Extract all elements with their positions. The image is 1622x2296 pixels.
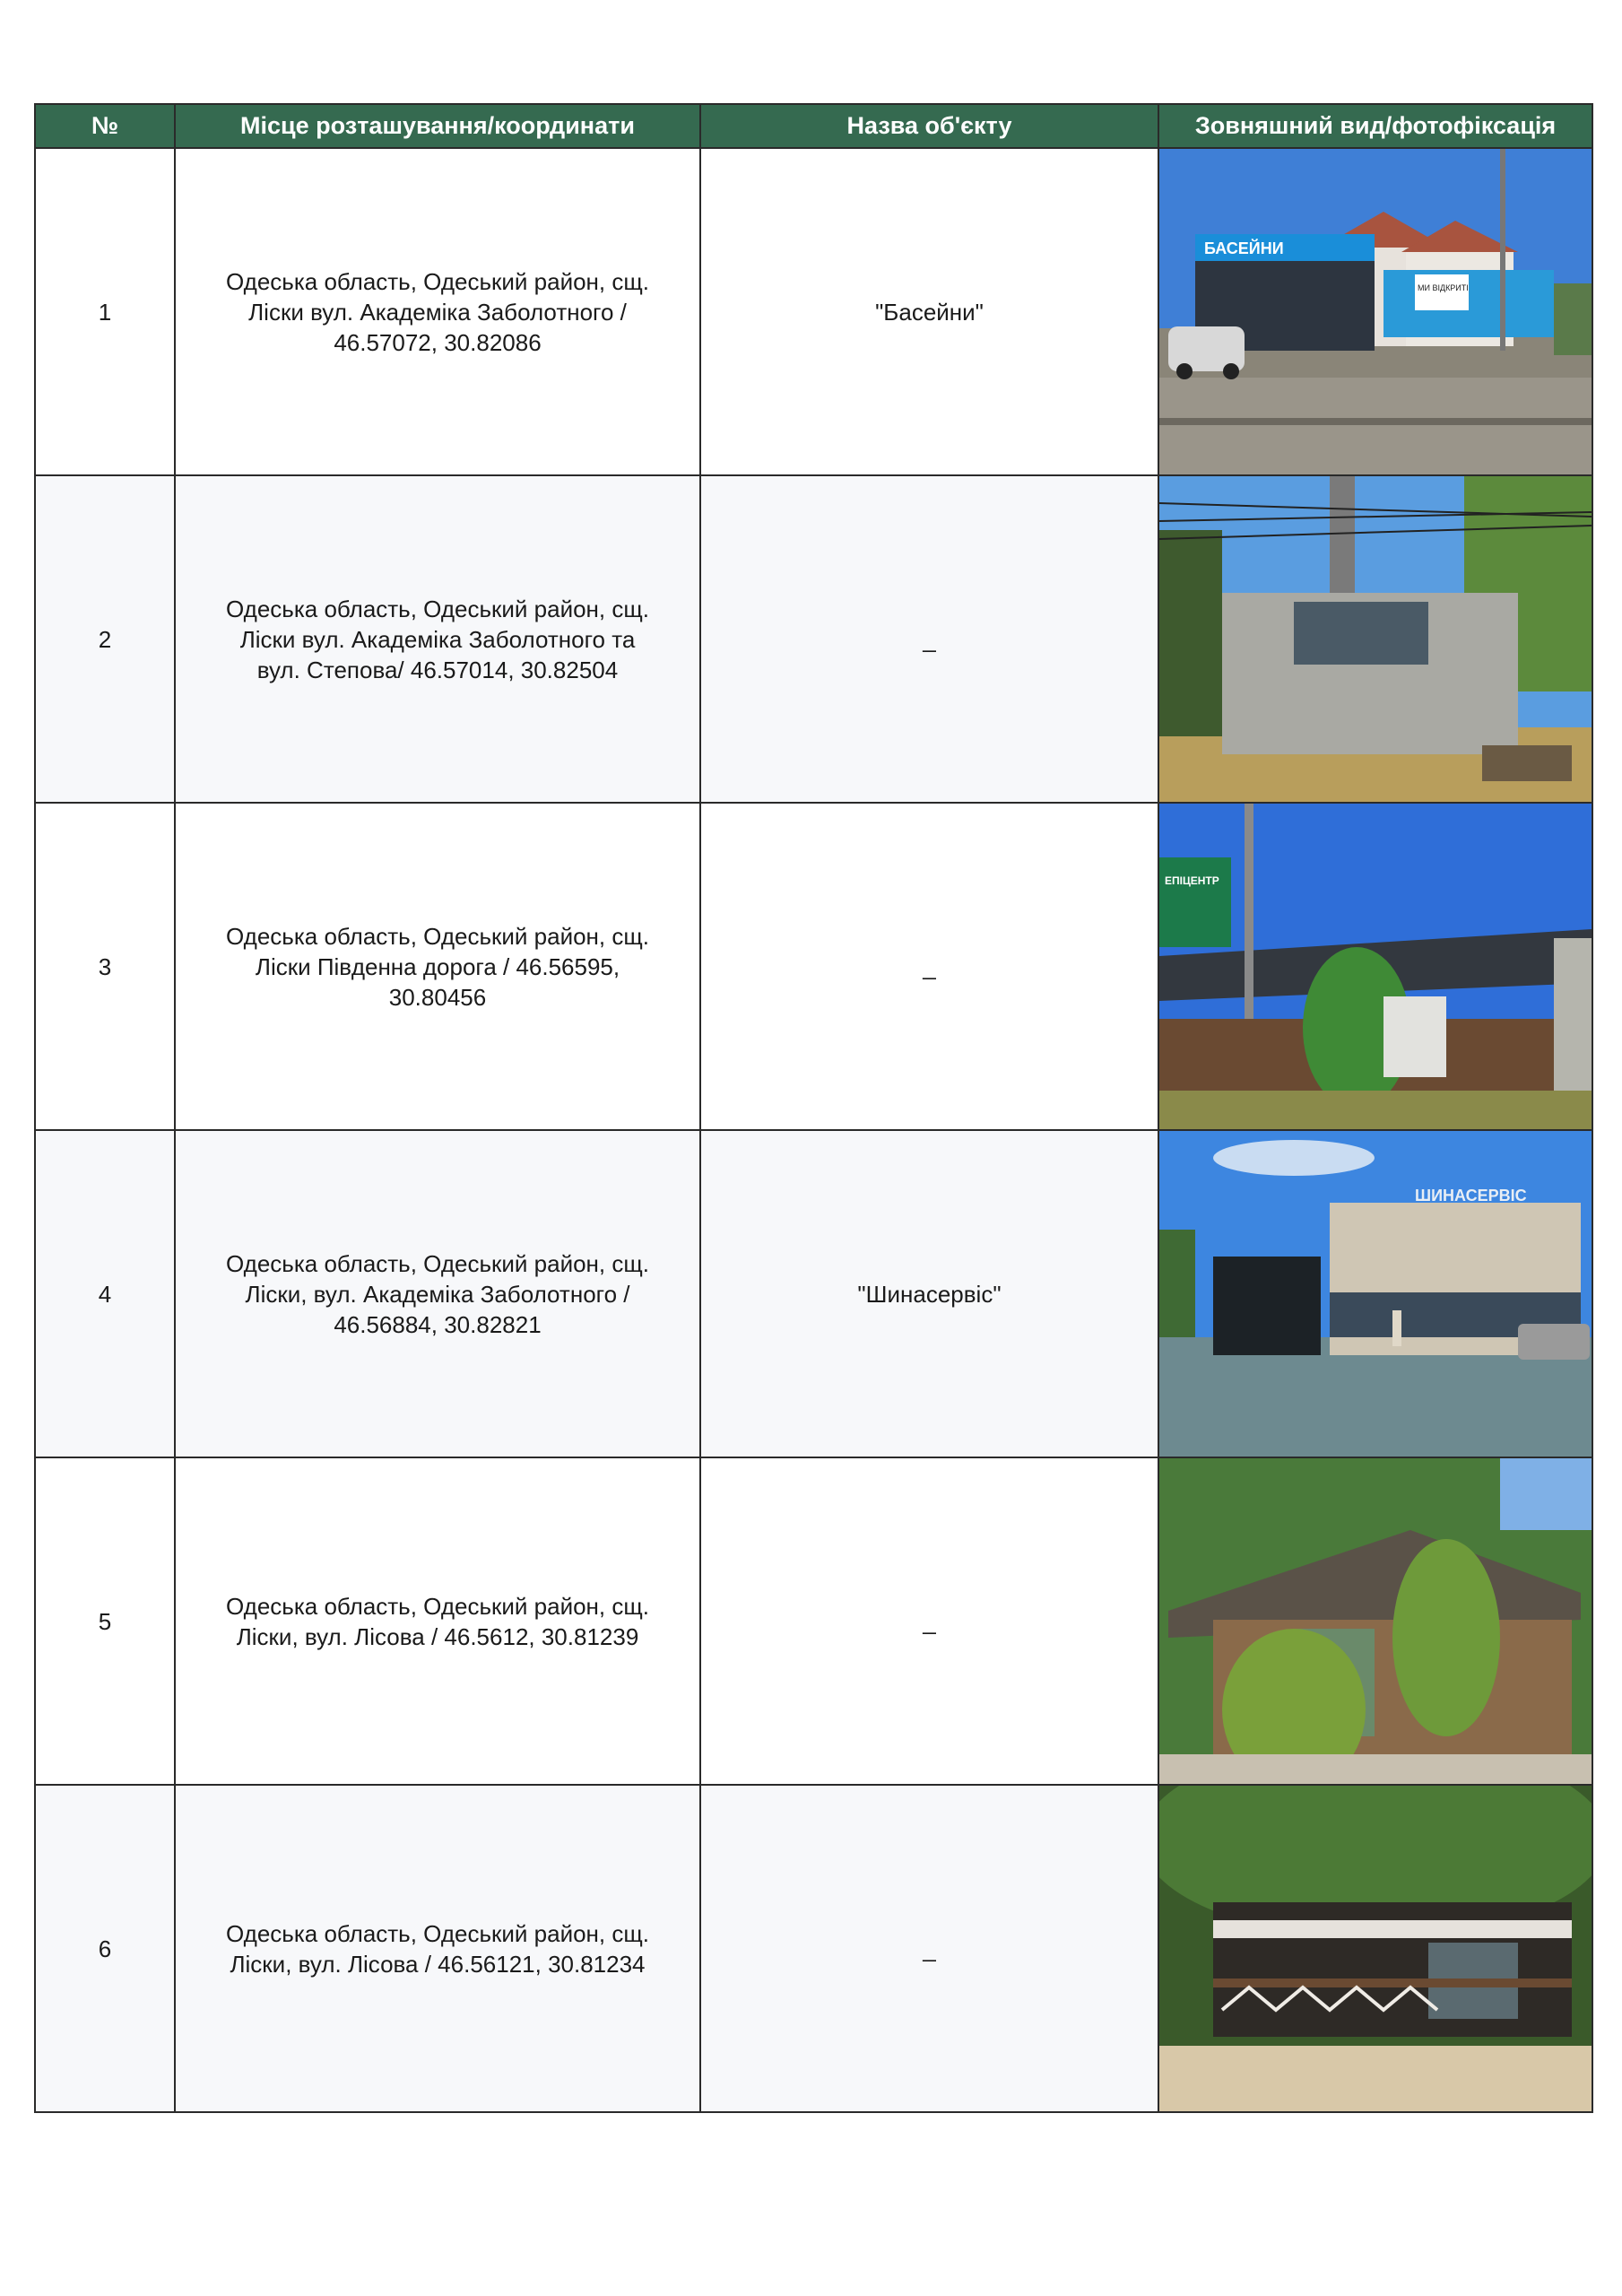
row-location — [175, 1130, 700, 1457]
row-number: 5 — [35, 1457, 175, 1785]
header-location: Місце розташування/координати — [175, 104, 700, 148]
photo-billboard-text: ЕПІЦЕНТР — [1165, 874, 1219, 887]
table-row — [35, 803, 1592, 1130]
row-object-name: "Басейни" — [700, 148, 1158, 475]
table-row — [35, 1785, 1592, 2112]
row-object-name: _ — [700, 1457, 1158, 1785]
table-row — [35, 1130, 1592, 1457]
location-line: Ліски Південна дорога / 46.56595, — [255, 952, 620, 980]
row-number: 1 — [35, 148, 175, 475]
row-location — [175, 1785, 700, 2112]
header-name: Назва об'єкту — [700, 104, 1158, 148]
location-line: Ліски, вул. Лісова / 46.5612, 30.81239 — [236, 1622, 639, 1650]
table-row — [35, 475, 1592, 803]
location-line: вул. Степова/ 46.57014, 30.82504 — [256, 656, 619, 683]
photo-demolition-site — [1159, 804, 1592, 1129]
table-header-row — [35, 104, 1592, 148]
objects-table-container — [34, 103, 1592, 2113]
table-row — [35, 1457, 1592, 1785]
location-line: Одеська область, Одеський район, сщ. — [226, 922, 649, 950]
row-number: 6 — [35, 1785, 175, 2112]
objects-table — [34, 103, 1593, 2113]
location-line: Одеська область, Одеський район, сщ. — [226, 267, 649, 295]
row-number: 4 — [35, 1130, 175, 1457]
location-line: Одеська область, Одеський район, сщ. — [226, 1249, 649, 1277]
row-photo — [1158, 803, 1592, 1130]
table-row — [35, 148, 1592, 475]
row-photo — [1158, 1130, 1592, 1457]
row-photo — [1158, 475, 1592, 803]
photo-overgrown-pavilion — [1159, 1458, 1592, 1784]
photo-sign-text: ШИНАСЕРВІС — [1415, 1187, 1527, 1205]
location-line: Одеська область, Одеський район, сщ. — [226, 1592, 649, 1620]
header-photo: Зовняшний вид/фотофіксація — [1158, 104, 1592, 148]
location-line: Ліски вул. Академіка Заболотного / — [248, 298, 627, 326]
location-line: 46.57072, 30.82086 — [334, 328, 542, 356]
row-location — [175, 803, 700, 1130]
row-object-name: _ — [700, 1785, 1158, 2112]
row-number: 3 — [35, 803, 175, 1130]
location-line: Ліски, вул. Академіка Заболотного / — [245, 1280, 630, 1308]
location-line: 30.80456 — [388, 983, 487, 1011]
row-location — [175, 148, 700, 475]
row-object-name: _ — [700, 475, 1158, 803]
row-photo — [1158, 1457, 1592, 1785]
row-photo — [1158, 148, 1592, 475]
row-number: 2 — [35, 475, 175, 803]
row-object-name: "Шинасервіс" — [700, 1130, 1158, 1457]
row-object-name: _ — [700, 803, 1158, 1130]
location-line: Ліски, вул. Лісова / 46.56121, 30.81234 — [230, 1950, 646, 1978]
location-line: Одеська область, Одеський район, сщ. — [226, 1919, 649, 1947]
row-location — [175, 1457, 700, 1785]
location-line: Одеська область, Одеський район, сщ. — [226, 595, 649, 622]
photo-pools-store — [1159, 149, 1592, 474]
row-location — [175, 475, 700, 803]
photo-sign-open: МИ ВІДКРИТІ — [1418, 283, 1469, 292]
row-photo — [1158, 1785, 1592, 2112]
header-num: № — [35, 104, 175, 148]
location-line: Ліски вул. Академіка Заболотного та — [239, 625, 636, 653]
photo-shaded-building — [1159, 1786, 1592, 2111]
photo-sign-text: БАСЕЙНИ — [1204, 239, 1284, 257]
location-line: 46.56884, 30.82821 — [334, 1310, 542, 1338]
photo-kiosk-metal — [1159, 476, 1592, 802]
photo-tire-service — [1159, 1131, 1592, 1457]
